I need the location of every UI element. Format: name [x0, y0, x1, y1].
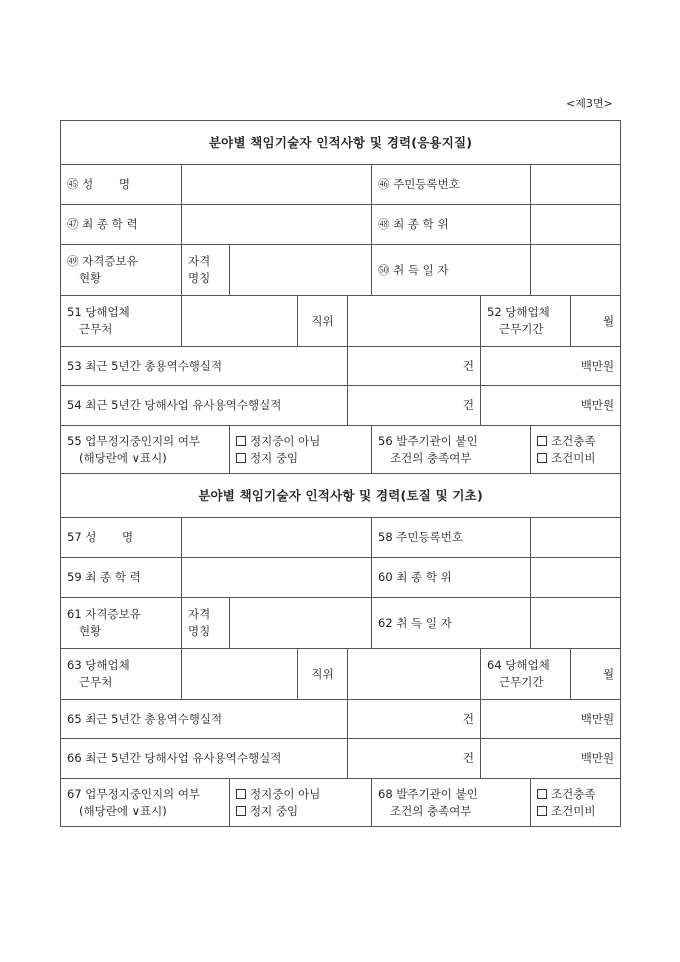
suspension-options [230, 426, 372, 474]
name-label: 57 성 명 [61, 518, 182, 558]
engineer-form-table [60, 120, 621, 827]
checkbox-icon[interactable] [537, 806, 547, 816]
not-suspended-option[interactable]: 정지중이 아님 [236, 433, 365, 450]
condition-label: 68 발주기관이 붙인 조건의 충족여부 [372, 779, 531, 827]
work-period-label: 64 당해업체 근무기간 [481, 649, 571, 700]
checkbox-icon[interactable] [236, 436, 246, 446]
degree-label: 60 최 종 학 위 [372, 558, 531, 598]
total-performance-amount[interactable]: 백만원 [481, 700, 621, 739]
condition-unmet-option[interactable]: 조건미비 [537, 803, 614, 820]
education-field[interactable] [182, 558, 372, 598]
checkbox-icon[interactable] [537, 453, 547, 463]
checkbox-icon[interactable] [236, 806, 246, 816]
position-field[interactable] [348, 296, 481, 347]
license-name-label: 자격 명칭 [182, 245, 230, 296]
degree-field[interactable] [531, 205, 621, 245]
section-title: 분야별 책임기술자 인적사항 및 경력(토질 및 기초) [61, 474, 621, 518]
position-field[interactable] [348, 649, 481, 700]
total-performance-label: 53 최근 5년간 총용역수행실적 [61, 347, 348, 386]
total-performance-count[interactable]: 건 [348, 347, 481, 386]
acquired-date-label: 62 취 득 일 자 [372, 598, 531, 649]
page-number-label: <제3면> [566, 97, 613, 110]
condition-met-option[interactable]: 조건충족 [537, 786, 614, 803]
position-label: 직위 [298, 649, 348, 700]
degree-field[interactable] [531, 558, 621, 598]
checkbox-icon[interactable] [537, 789, 547, 799]
license-name-field[interactable] [230, 598, 372, 649]
rrn-field[interactable] [531, 518, 621, 558]
similar-performance-amount[interactable]: 백만원 [481, 386, 621, 426]
suspension-label: 67 업무정지중인지의 여부 (해당란에 ∨표시) [61, 779, 230, 827]
rrn-label: ㊻ 주민등록번호 [372, 165, 531, 205]
license-label: 61 자격증보유 현황 [61, 598, 182, 649]
similar-performance-amount[interactable]: 백만원 [481, 739, 621, 779]
total-performance-count[interactable]: 건 [348, 700, 481, 739]
condition-unmet-option[interactable]: 조건미비 [537, 450, 614, 467]
rrn-label: 58 주민등록번호 [372, 518, 531, 558]
checkbox-icon[interactable] [537, 436, 547, 446]
license-name-label: 자격 명칭 [182, 598, 230, 649]
work-period-field[interactable]: 월 [571, 649, 621, 700]
total-performance-amount[interactable]: 백만원 [481, 347, 621, 386]
section-title: 분야별 책임기술자 인적사항 및 경력(응용지질) [61, 121, 621, 165]
acquired-date-field[interactable] [531, 245, 621, 296]
condition-met-option[interactable]: 조건충족 [537, 433, 614, 450]
acquired-date-label: ㊿ 취 득 일 자 [372, 245, 531, 296]
work-period-field[interactable]: 월 [571, 296, 621, 347]
similar-performance-count[interactable]: 건 [348, 739, 481, 779]
workplace-field[interactable] [182, 296, 298, 347]
workplace-label: 51 당해업체 근무처 [61, 296, 182, 347]
checkbox-icon[interactable] [236, 789, 246, 799]
condition-label: 56 발주기관이 붙인 조건의 충족여부 [372, 426, 531, 474]
education-label: ㊼ 최 종 학 력 [61, 205, 182, 245]
not-suspended-option[interactable]: 정지중이 아님 [236, 786, 365, 803]
total-performance-label: 65 최근 5년간 총용역수행실적 [61, 700, 348, 739]
checkbox-icon[interactable] [236, 453, 246, 463]
name-label: ㊺ 성 명 [61, 165, 182, 205]
workplace-field[interactable] [182, 649, 298, 700]
education-field[interactable] [182, 205, 372, 245]
workplace-label: 63 당해업체 근무처 [61, 649, 182, 700]
name-field[interactable] [182, 165, 372, 205]
similar-performance-count[interactable]: 건 [348, 386, 481, 426]
condition-options [531, 426, 621, 474]
rrn-field[interactable] [531, 165, 621, 205]
work-period-label: 52 당해업체 근무기간 [481, 296, 571, 347]
acquired-date-field[interactable] [531, 598, 621, 649]
license-name-field[interactable] [230, 245, 372, 296]
condition-options [531, 779, 621, 827]
suspension-label: 55 업무정지중인지의 여부 (해당란에 ∨표시) [61, 426, 230, 474]
education-label: 59 최 종 학 력 [61, 558, 182, 598]
position-label: 직위 [298, 296, 348, 347]
similar-performance-label: 54 최근 5년간 당해사업 유사용역수행실적 [61, 386, 348, 426]
license-label: ㊾ 자격증보유 현황 [61, 245, 182, 296]
degree-label: ㊽ 최 종 학 위 [372, 205, 531, 245]
name-field[interactable] [182, 518, 372, 558]
suspension-options [230, 779, 372, 827]
similar-performance-label: 66 최근 5년간 당해사업 유사용역수행실적 [61, 739, 348, 779]
suspended-option[interactable]: 정지 중임 [236, 450, 365, 467]
suspended-option[interactable]: 정지 중임 [236, 803, 365, 820]
